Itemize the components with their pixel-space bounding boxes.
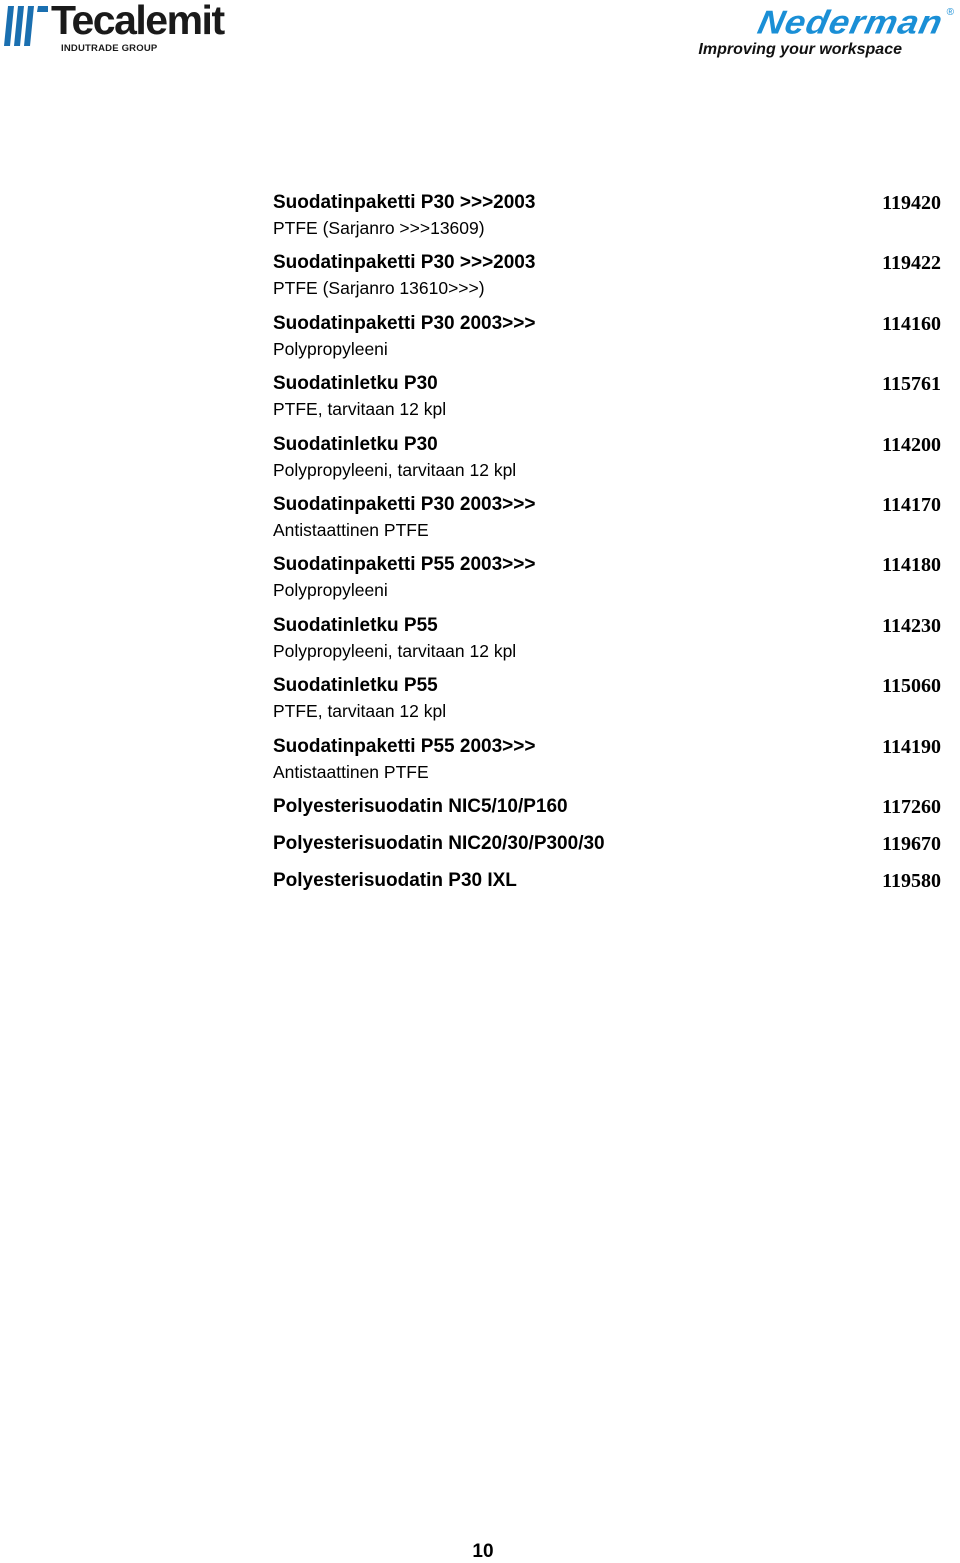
product-item xyxy=(273,613,941,673)
product-item xyxy=(273,250,941,310)
product-description: PTFE (Sarjanro >>>13609) xyxy=(273,218,485,238)
tecalemit-stripes-icon xyxy=(4,6,48,46)
product-name: Suodatinpaketti P55 2003>>> xyxy=(273,735,536,757)
nederman-tagline: Improving your workspace xyxy=(698,41,902,58)
product-description: PTFE, tarvitaan 12 kpl xyxy=(273,399,447,420)
product-name: Suodatinletku P30 xyxy=(273,373,438,395)
product-description: Antistaattinen PTFE xyxy=(273,761,429,782)
product-name: Polyesterisuodatin NIC5/10/P160 xyxy=(273,795,568,817)
product-description: Polypropyleeni, tarvitaan 12 kpl xyxy=(273,640,517,661)
nederman-wordmark: Nederman xyxy=(754,3,947,41)
product-description: Polypropyleeni xyxy=(273,338,388,359)
product-list xyxy=(273,190,941,905)
product-code: 114230 xyxy=(882,614,941,637)
product-name: Suodatinpaketti P55 2003>>> xyxy=(273,554,536,576)
product-description: PTFE (Sarjanro 13610>>>) xyxy=(273,278,485,299)
product-name: Suodatinletku P55 xyxy=(273,675,438,697)
product-name: Suodatinletku P55 xyxy=(273,614,438,636)
tecalemit-subtitle: INDUTRADE GROUP xyxy=(61,43,158,54)
tecalemit-wordmark: Tecalemit xyxy=(51,0,224,43)
nederman-logo xyxy=(679,3,954,62)
product-code: 119580 xyxy=(882,870,941,893)
product-name: Suodatinletku P30 xyxy=(273,433,438,455)
product-code: 115060 xyxy=(882,675,941,698)
page-number: 10 xyxy=(472,1541,494,1562)
product-item xyxy=(273,311,941,371)
product-item xyxy=(273,190,941,250)
product-description: Antistaattinen PTFE xyxy=(273,519,429,540)
product-code: 115761 xyxy=(882,373,941,396)
product-description: Polypropyleeni, tarvitaan 12 kpl xyxy=(273,459,517,480)
product-description: PTFE, tarvitaan 12 kpl xyxy=(273,701,447,722)
product-name: Suodatinpaketti P30 >>>2003 xyxy=(273,252,536,274)
product-code: 119420 xyxy=(882,192,941,214)
product-item xyxy=(273,673,941,733)
product-description: Polypropyleeni xyxy=(273,580,388,601)
product-name: Suodatinpaketti P30 2003>>> xyxy=(273,493,536,515)
product-item xyxy=(273,868,941,905)
product-code: 119670 xyxy=(882,833,941,856)
product-code: 117260 xyxy=(882,795,941,818)
product-code: 114170 xyxy=(882,493,941,516)
product-code: 114180 xyxy=(882,554,941,577)
product-code: 114200 xyxy=(882,433,941,456)
product-name: Polyesterisuodatin NIC20/30/P300/30 xyxy=(273,833,605,855)
product-name: Suodatinpaketti P30 >>>2003 xyxy=(273,192,536,213)
registered-mark: ® xyxy=(946,7,954,18)
product-code: 119422 xyxy=(882,252,941,275)
product-item xyxy=(273,831,941,868)
product-item xyxy=(273,432,941,492)
product-item xyxy=(273,492,941,552)
product-item xyxy=(273,794,941,831)
product-code: 114190 xyxy=(882,735,941,758)
product-item xyxy=(273,371,941,431)
product-name: Polyesterisuodatin P30 IXL xyxy=(273,870,517,892)
product-item xyxy=(273,734,941,794)
product-item xyxy=(273,552,941,612)
tecalemit-logo xyxy=(4,0,264,56)
product-name: Suodatinpaketti P30 2003>>> xyxy=(273,312,536,334)
product-code: 114160 xyxy=(882,312,941,335)
